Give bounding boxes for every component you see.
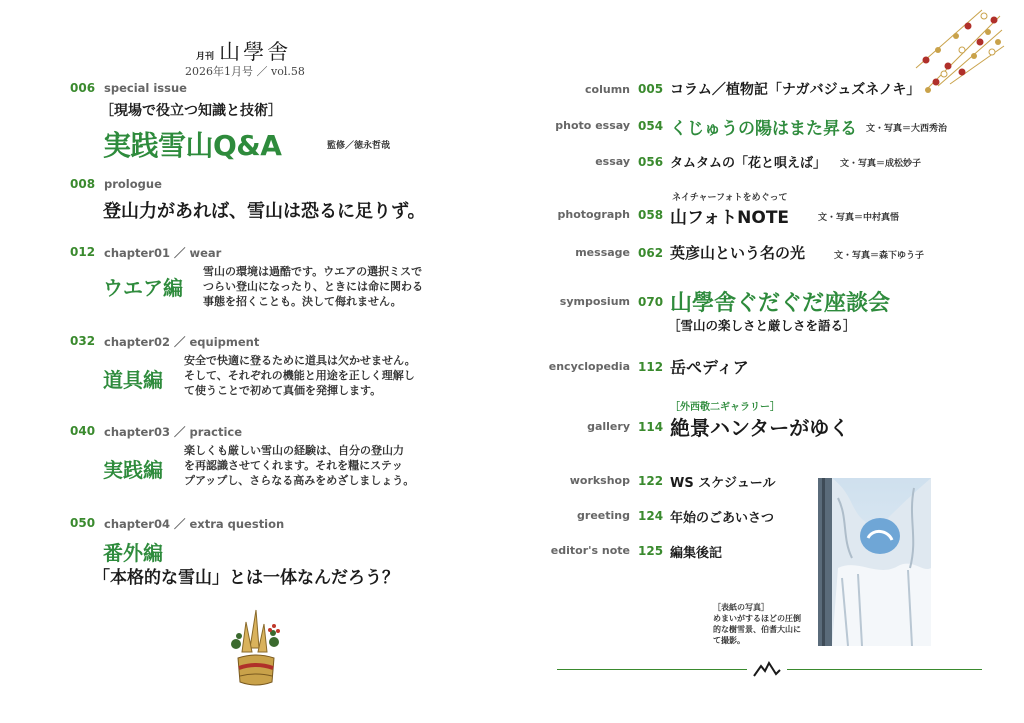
footer-divider bbox=[787, 669, 982, 670]
description-line: 楽しくも厳しい雪山の経験は、自分の登山力 bbox=[184, 444, 404, 457]
chapter-description bbox=[184, 443, 414, 488]
mountain-logo-icon bbox=[752, 660, 782, 678]
section-label: special issue bbox=[104, 81, 187, 95]
description-line: て使うことで初めて真価を発揮します。 bbox=[184, 384, 382, 397]
chapter-title: 番外編 bbox=[103, 541, 163, 565]
item-title: 編集後記 bbox=[670, 546, 723, 561]
page-number: 005 bbox=[638, 82, 664, 96]
cover-caption-line: て撮影。 bbox=[713, 636, 745, 645]
item-subtitle: ［雪山の楽しさと厳しさを語る］ bbox=[668, 318, 856, 333]
section-label: message bbox=[575, 246, 630, 259]
description-line: プアップし、さらなる高みをめざしましょう。 bbox=[184, 474, 415, 487]
extra-subtitle: 「本格的な雪山」とは一体なんだろう？ bbox=[93, 568, 399, 588]
section-label: gallery bbox=[587, 420, 630, 433]
chapter-title: 道具編 bbox=[103, 368, 163, 392]
item-title: 絶景ハンターがゆく bbox=[670, 416, 850, 440]
section-label: greeting bbox=[577, 509, 630, 522]
page-number: 112 bbox=[638, 360, 664, 374]
page-number: 114 bbox=[638, 420, 664, 434]
footer-divider bbox=[557, 669, 747, 670]
masthead bbox=[196, 36, 291, 66]
description-line: を再認識させてくれます。それを糧にステッ bbox=[184, 459, 403, 472]
page-number: 008 bbox=[70, 177, 96, 191]
section-label: column bbox=[585, 83, 630, 96]
item-title: 山フォトNOTE bbox=[670, 208, 790, 228]
section-label: editor's note bbox=[550, 544, 630, 557]
special-kicker: ［現場で役立つ知識と技術］ bbox=[100, 103, 282, 119]
chapter-description bbox=[203, 264, 423, 309]
item-title: 山學舎ぐだぐだ座談会 bbox=[670, 291, 891, 316]
issue-info: 2026年1月号 ／ vol.58 bbox=[185, 65, 305, 78]
cover-photo bbox=[818, 478, 931, 646]
masthead-title: 山學舎 bbox=[219, 40, 292, 64]
page-number: 032 bbox=[70, 334, 96, 348]
cover-caption bbox=[713, 602, 801, 646]
cover-caption-line: 的な樹雪景、伯耆大山に bbox=[713, 625, 801, 634]
page-number: 054 bbox=[638, 119, 664, 133]
item-credit: 文・写真＝成松妙子 bbox=[840, 159, 922, 169]
section-label: photograph bbox=[557, 208, 630, 221]
page-number: 125 bbox=[638, 544, 664, 558]
item-title: コラム／植物記「ナガバジュズネノキ」 bbox=[670, 82, 921, 98]
ornament-beads bbox=[908, 6, 1008, 106]
special-title: 実践雪山Q&A bbox=[103, 129, 282, 162]
section-label: essay bbox=[595, 155, 630, 168]
chapter-title: ウエア編 bbox=[103, 276, 183, 300]
item-title: 英彦山という名の光 bbox=[670, 244, 806, 262]
item-credit: 文・写真＝中村真悟 bbox=[818, 213, 900, 223]
description-line: 事態を招くことも。決して侮れません。 bbox=[203, 295, 402, 308]
section-label: prologue bbox=[104, 177, 162, 191]
item-title: 岳ペディア bbox=[670, 358, 749, 377]
description-line: そして、それぞれの機能と用途を正しく理解し bbox=[184, 369, 415, 382]
page-number: 124 bbox=[638, 509, 664, 523]
page-number: 062 bbox=[638, 246, 664, 260]
description-line: 安全で快適に登るために道具は欠かせません。 bbox=[184, 354, 416, 367]
section-label: chapter03 ／ practice bbox=[104, 425, 243, 439]
chapter-description bbox=[184, 353, 416, 398]
page-number: 012 bbox=[70, 245, 96, 259]
page-number: 058 bbox=[638, 208, 664, 222]
masthead-prefix: 月刊 bbox=[196, 52, 215, 62]
section-label: encyclopedia bbox=[548, 360, 630, 373]
section-label: workshop bbox=[569, 474, 630, 487]
description-line: 雪山の環境は過酷です。ウエアの選択ミスで bbox=[203, 265, 423, 278]
item-title: くじゅうの陽はまた昇る bbox=[670, 119, 857, 139]
prologue-title: 登山力があれば、雪山は恐るに足りず。 bbox=[103, 201, 426, 222]
page-number: 070 bbox=[638, 295, 664, 309]
page-number: 040 bbox=[70, 424, 96, 438]
kadomatsu-base bbox=[238, 655, 274, 685]
page-number: 122 bbox=[638, 474, 664, 488]
item-kicker: ［外西敬二ギャラリー］ bbox=[670, 402, 780, 413]
section-label: photo essay bbox=[555, 119, 630, 132]
cover-caption-heading: ［表紙の写真］ bbox=[713, 603, 769, 612]
cover-caption-line: めまいがするほどの圧倒 bbox=[713, 614, 801, 623]
page-number: 056 bbox=[638, 155, 664, 169]
item-title: 年始のごあいさつ bbox=[670, 511, 775, 526]
chapter-title: 実践編 bbox=[103, 458, 163, 482]
section-label: chapter01 ／ wear bbox=[104, 246, 222, 260]
kadomatsu-illustration bbox=[226, 602, 286, 692]
section-label: chapter02 ／ equipment bbox=[104, 335, 260, 349]
item-credit: 文・写真＝大西秀治 bbox=[866, 124, 948, 134]
page-number: 006 bbox=[70, 81, 96, 95]
special-credit: 監修／徳永哲哉 bbox=[327, 141, 391, 151]
item-credit: 文・写真＝森下ゆう子 bbox=[834, 251, 925, 261]
item-kicker: ネイチャーフォトをめぐって bbox=[672, 193, 788, 203]
section-label: symposium bbox=[559, 295, 630, 308]
item-title: タムタムの「花と唄えば」 bbox=[670, 156, 827, 171]
page-number: 050 bbox=[70, 516, 96, 530]
bamboo-stalks bbox=[242, 610, 267, 652]
section-label: chapter04 ／ extra question bbox=[104, 517, 285, 531]
description-line: つらい登山になったり、ときには命に関わる bbox=[203, 280, 423, 293]
item-title: WS スケジュール bbox=[670, 476, 776, 491]
